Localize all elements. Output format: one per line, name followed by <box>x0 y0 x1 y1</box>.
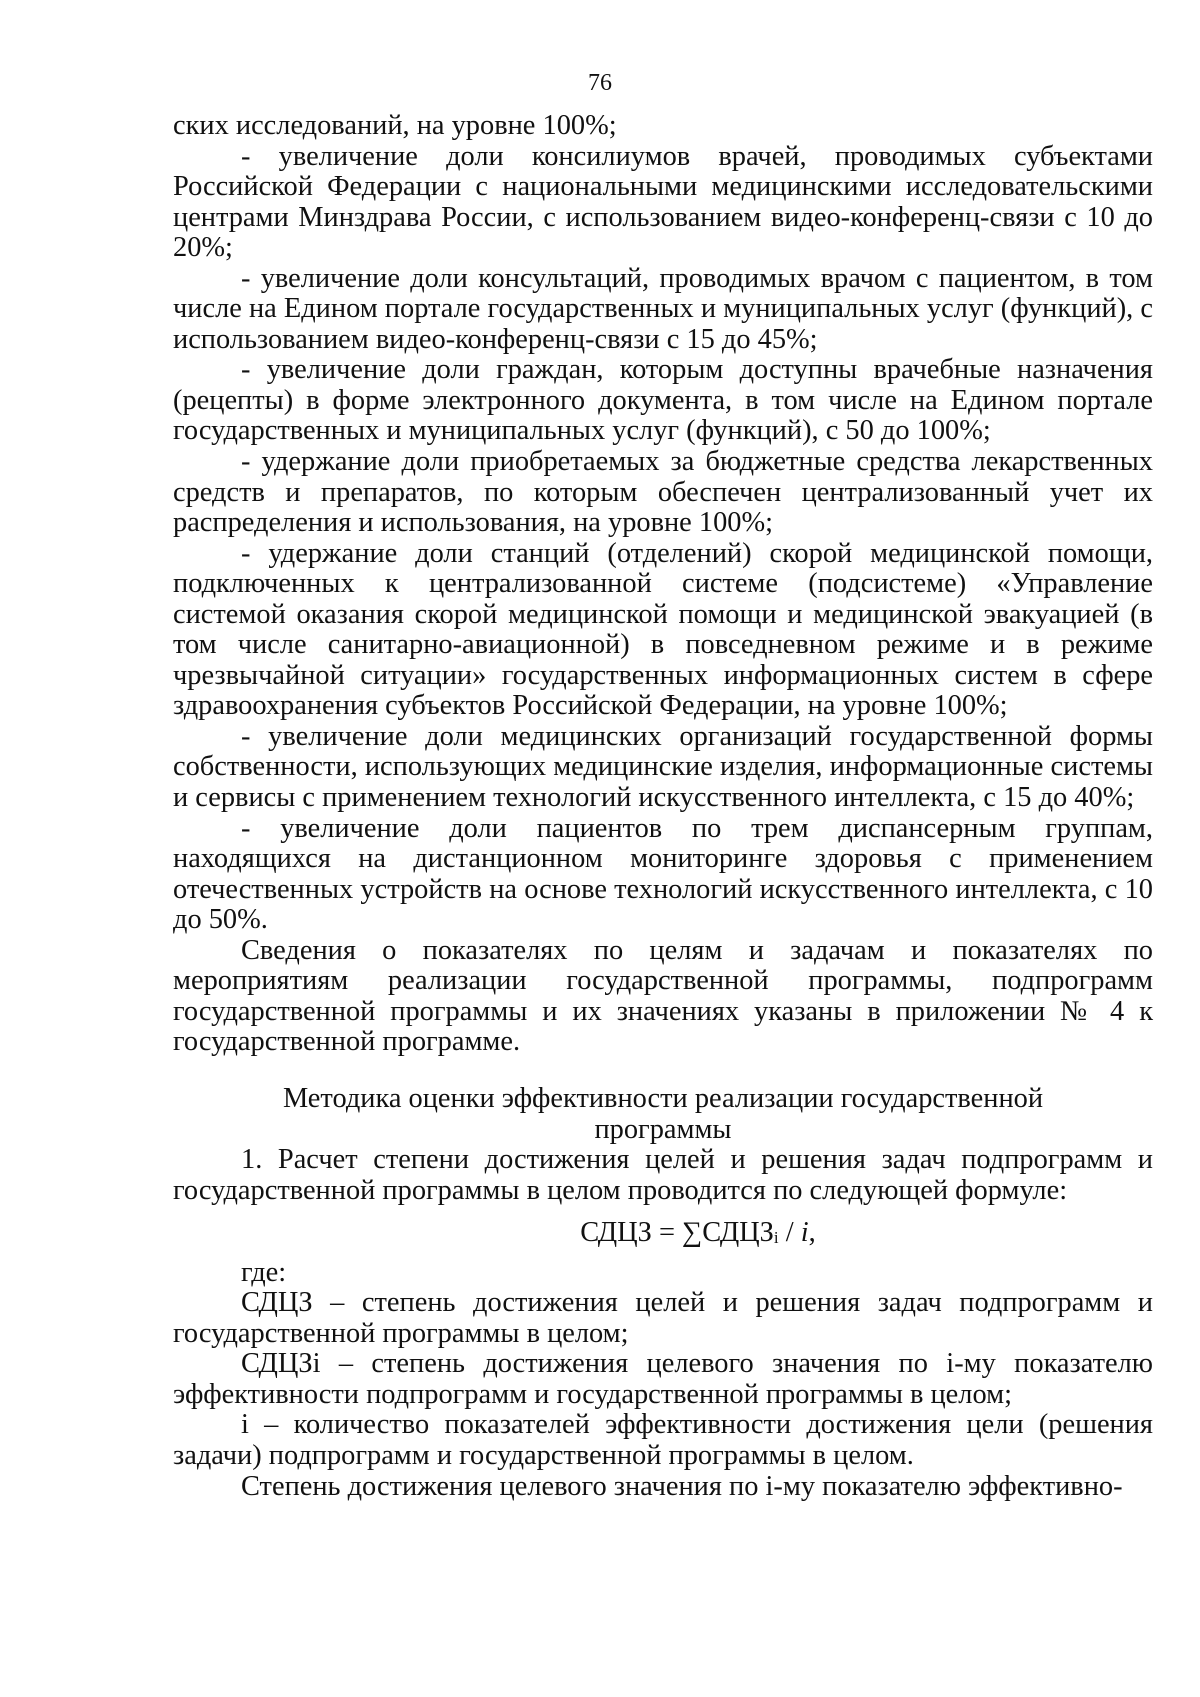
paragraph: - увеличение доли граждан, которым доступны врачебные назначения (рецепты) в форме электронного документа, в том числе на Едином портале государственных и муниципальных услуг (функций), с 50 до 100%; <box>173 354 1153 447</box>
paragraph: Степень достижения целевого значения по i-му показателю эффективно- <box>241 1470 1123 1502</box>
paragraph: ских исследований, на уровне 100%; <box>173 110 617 141</box>
definition: СДЦЗi – степень достижения целевого значения по i-му показателю эффективности подпрограмм и государственной программы в целом; <box>173 1348 1153 1410</box>
section-heading-line: программы <box>594 1113 732 1145</box>
definition: СДЦЗ – степень достижения целей и решения задач подпрограмм и государственной программы в целом; <box>173 1287 1153 1349</box>
section-heading-line: Методика оценки эффективности реализации государственной <box>282 1082 1044 1114</box>
paragraph: 1. Расчет степени достижения целей и решения задач подпрограмм и государственной программы в целом проводится по следующей формуле: <box>173 1144 1153 1206</box>
where-label: где: <box>241 1256 287 1288</box>
section-heading <box>173 1084 1153 1145</box>
paragraph: - увеличение доли консультаций, проводимых врачом с пациентом, в том числе на Едином портале государственных и муниципальных услуг (функций), с использованием видео-конференц-связи с 15 до 45%; <box>173 262 1153 355</box>
formula-lhs: СДЦЗ = ∑СДЦЗ <box>580 1217 774 1249</box>
paragraph: - увеличение доли консилиумов врачей, проводимых субъектами Российской Федерации с национальными медицинскими исследовательскими центрами Минздрава России, с использованием видео-конференц-связи с 10 до 20%; <box>173 140 1153 264</box>
formula <box>173 1218 1153 1254</box>
paragraph: - увеличение доли медицинских организаций государственной формы собственности, использующих медицинские изделия, информационные системы и сервисы с применением технологий искусственного интеллекта, с 15 до 40%; <box>173 720 1153 814</box>
paragraph: - увеличение доли пациентов по трем диспансерным группам, находящихся на дистанционном мониторинге здоровья с применением отечественных устройств на основе технологий искусственного интеллекта, с 10 до 50%. <box>173 812 1153 936</box>
definition: i – количество показателей эффективности достижения цели (решения задачи) подпрограмм и государственной программы в целом. <box>173 1409 1153 1471</box>
formula-subscript: i <box>773 1228 779 1248</box>
document-body <box>173 111 1153 1502</box>
page-number: 76 <box>588 70 612 96</box>
formula-variable: i <box>800 1217 809 1249</box>
paragraph: Сведения о показателях по целям и задачам и показателях по мероприятиям реализации государственной программы, подпрограмм государственной программы и их значениях указаны в приложении № 4 к государственной программе. <box>173 934 1153 1058</box>
formula-end: , <box>808 1217 816 1249</box>
paragraph: - удержание доли станций (отделений) скорой медицинской помощи, подключенных к централизованной системе (подсистеме) «Управление системой оказания скорой медицинской помощи и медицинской эвакуацией (в том числе санитарно-авиационной) в повседневном режиме и в режиме чрезвычайной ситуации» государственных информационных систем в сфере здравоохранения субъектов Российской Федерации, на уровне 100%; <box>173 537 1153 722</box>
formula-separator: / <box>778 1217 801 1249</box>
paragraph: - удержание доли приобретаемых за бюджетные средства лекарственных средств и препаратов, по которым обеспечен централизованный учет их распределения и использования, на уровне 100%; <box>173 446 1153 539</box>
